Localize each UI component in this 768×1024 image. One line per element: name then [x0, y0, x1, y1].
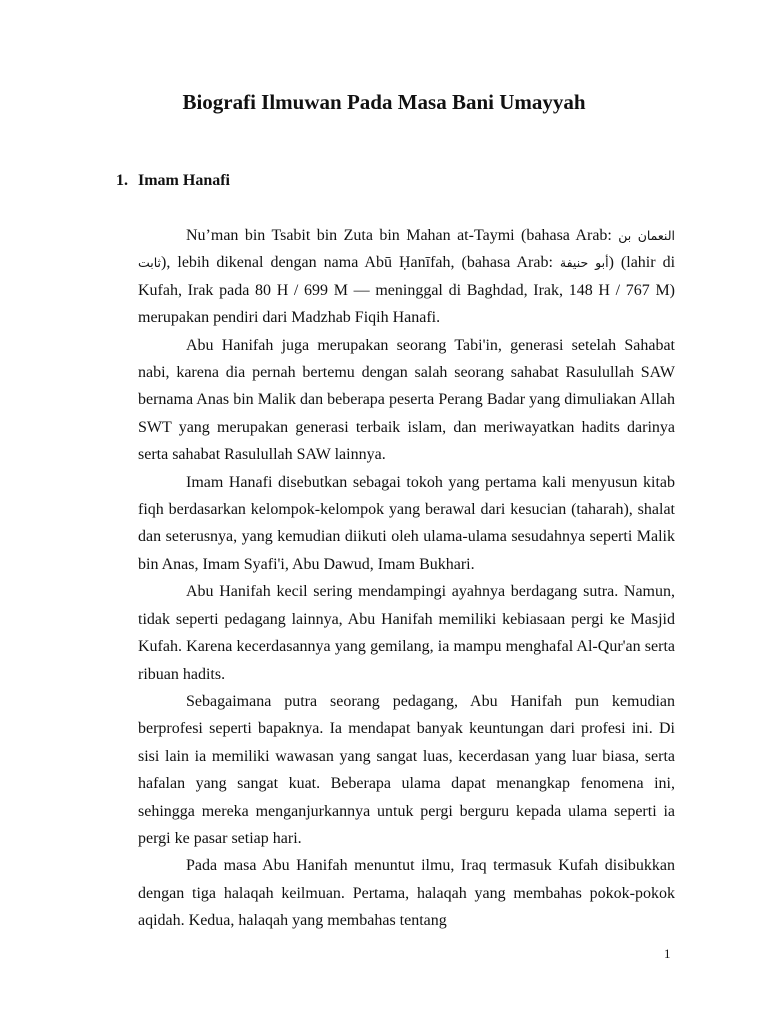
paragraph-profession: Sebagaimana putra seorang pedagang, Abu Hanifah pun kemudian berprofesi seperti bapaknya. Ia mendapat banyak keuntungan dari profesi ini. Di sisi lain ia memiliki wawasan yang sangat luas, kecerdasan yang luar biasa, serta hafalan yang sangat kuat. Beberapa ulama dapat menangkap fenomena ini, sehingga mereka menganjurkannya untuk pergi berguru kepada ulama seperti ia pergi ke pasar setiap hari. — [138, 692, 675, 847]
paragraph-intro-part-3: ) (lahir di Kufah, Irak pada 80 H / 699 M — meninggal di Baghdad, Irak, 148 H / 767 M) merupakan pendiri dari Madzhab Fiqih Hanafi. — [138, 254, 676, 327]
paragraph-intro-part-1: Nu’man bin Tsabit bin Zuta bin Mahan at-Taymi (bahasa Arab: — [186, 227, 619, 244]
paragraph-intro — [138, 222, 675, 332]
section-number: 1. — [116, 172, 128, 189]
paragraph-kitab-fiqh: Imam Hanafi disebutkan sebagai tokoh yang pertama kali menyusun kitab fiqh berdasarkan kelompok-kelompok yang berawal dari kesucian (taharah), shalat dan seterusnya, yang kemudian diikuti oleh ulama-ulama sesudahnya seperti Malik bin Anas, Imam Syafi'i, Abu Dawud, Imam Bukhari. — [138, 473, 675, 573]
section-heading — [116, 172, 230, 190]
body-text — [138, 222, 675, 935]
paragraph-tabiin: Abu Hanifah juga merupakan seorang Tabi'in, generasi setelah Sahabat nabi, karena dia pernah bertemu dengan salah seorang sahabat Rasulullah SAW bernama Anas bin Malik dan beberapa peserta Perang Badar yang dimuliakan Allah SWT yang merupakan generasi terbaik islam, dan meriwayatkan hadits darinya serta sahabat Rasulullah SAW lainnya. — [138, 336, 675, 464]
paragraph-halaqah: Pada masa Abu Hanifah menuntut ilmu, Iraq termasuk Kufah disibukkan dengan tiga halaqah keilmuan. Pertama, halaqah yang membahas pokok-pokok aqidah. Kedua, halaqah yang membahas tentang — [138, 857, 675, 930]
page-number: 1 — [664, 946, 671, 961]
paragraph-childhood: Abu Hanifah kecil sering mendampingi ayahnya berdagang sutra. Namun, tidak seperti pedagang lainnya, Abu Hanifah memiliki kebiasaan pergi ke Masjid Kufah. Karena kecerdasannya yang gemilang, ia mampu menghafal Al-Qur'an serta ribuan hadits. — [138, 583, 675, 683]
paragraph-intro-part-2: ), lebih dikenal dengan nama Abū Ḥanīfah, (bahasa Arab: — [161, 254, 560, 272]
document-title: Biografi Ilmuwan Pada Masa Bani Umayyah — [182, 90, 586, 114]
arabic-kunya: أبو حنيفة — [559, 255, 609, 271]
section-title: Imam Hanafi — [138, 172, 230, 189]
arabic-full-name: النعمان بن ثابت — [138, 228, 675, 271]
